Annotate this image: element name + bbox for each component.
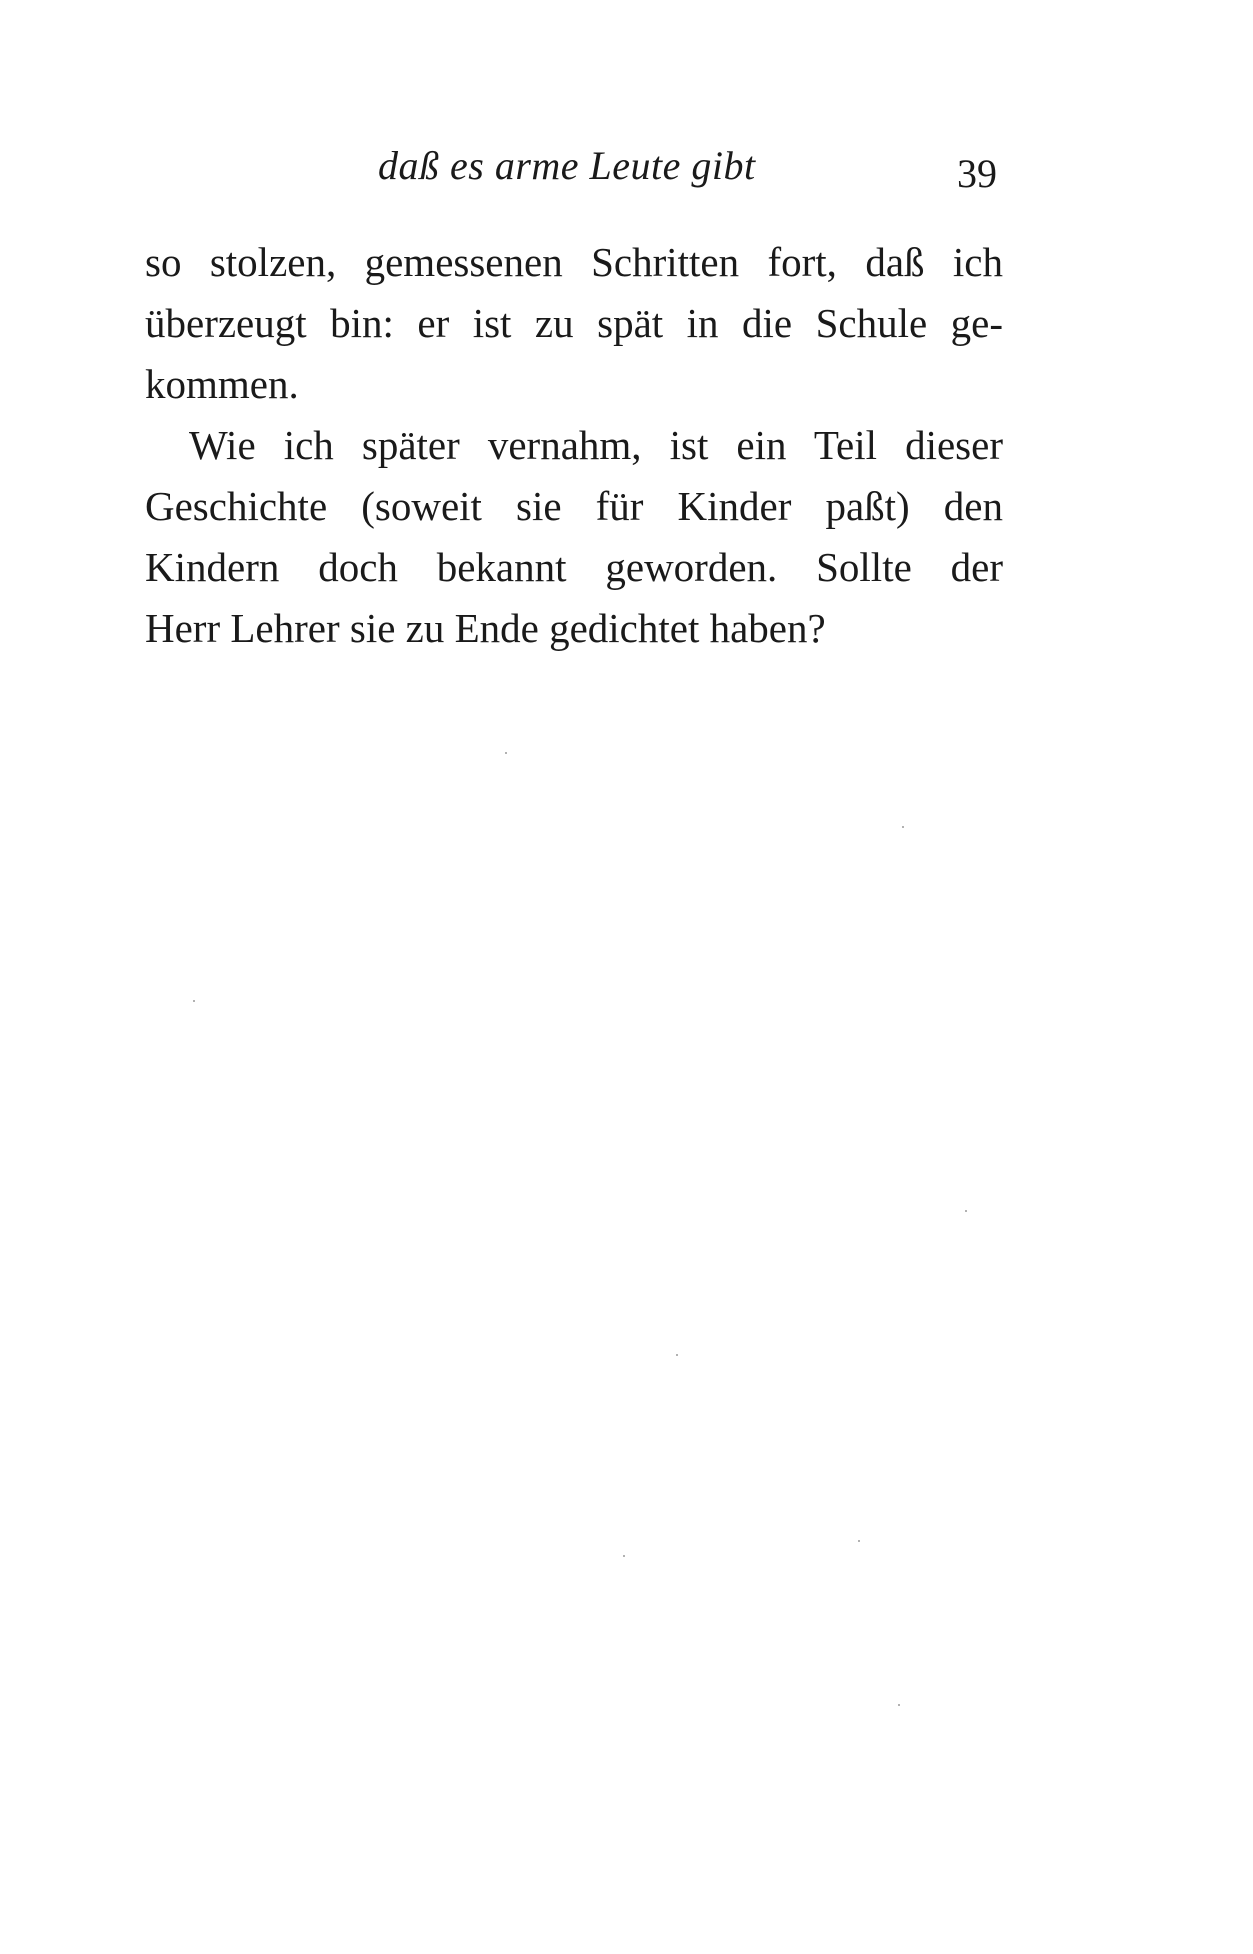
text-line: Kindern doch bekannt geworden. Sollte der	[145, 544, 1003, 590]
text-line: überzeugt bin: er ist zu spät in die Schule ge-	[145, 300, 1003, 346]
scan-speck	[193, 1000, 195, 1002]
scan-speck	[902, 826, 904, 828]
text-line: so stolzen, gemessenen Schritten fort, daß ich	[145, 239, 1003, 285]
paragraph	[145, 232, 1003, 415]
running-head: daß es arme Leute gibt	[378, 143, 756, 188]
text-line: kommen.	[145, 361, 299, 407]
text-line: Wie ich später vernahm, ist ein Teil dieser	[189, 422, 1003, 468]
scan-speck	[623, 1555, 625, 1557]
scan-speck	[898, 1704, 900, 1706]
scan-speck	[505, 752, 507, 754]
body-text	[145, 232, 1003, 659]
scan-speck	[965, 1210, 967, 1212]
scan-speck	[858, 1540, 860, 1542]
paragraph	[145, 415, 1003, 659]
page-number: 39	[957, 151, 997, 196]
text-line: Geschichte (soweit sie für Kinder paßt) den	[145, 483, 1003, 529]
scan-speck	[676, 1354, 678, 1356]
text-line: Herr Lehrer sie zu Ende gedichtet haben?	[145, 605, 826, 651]
